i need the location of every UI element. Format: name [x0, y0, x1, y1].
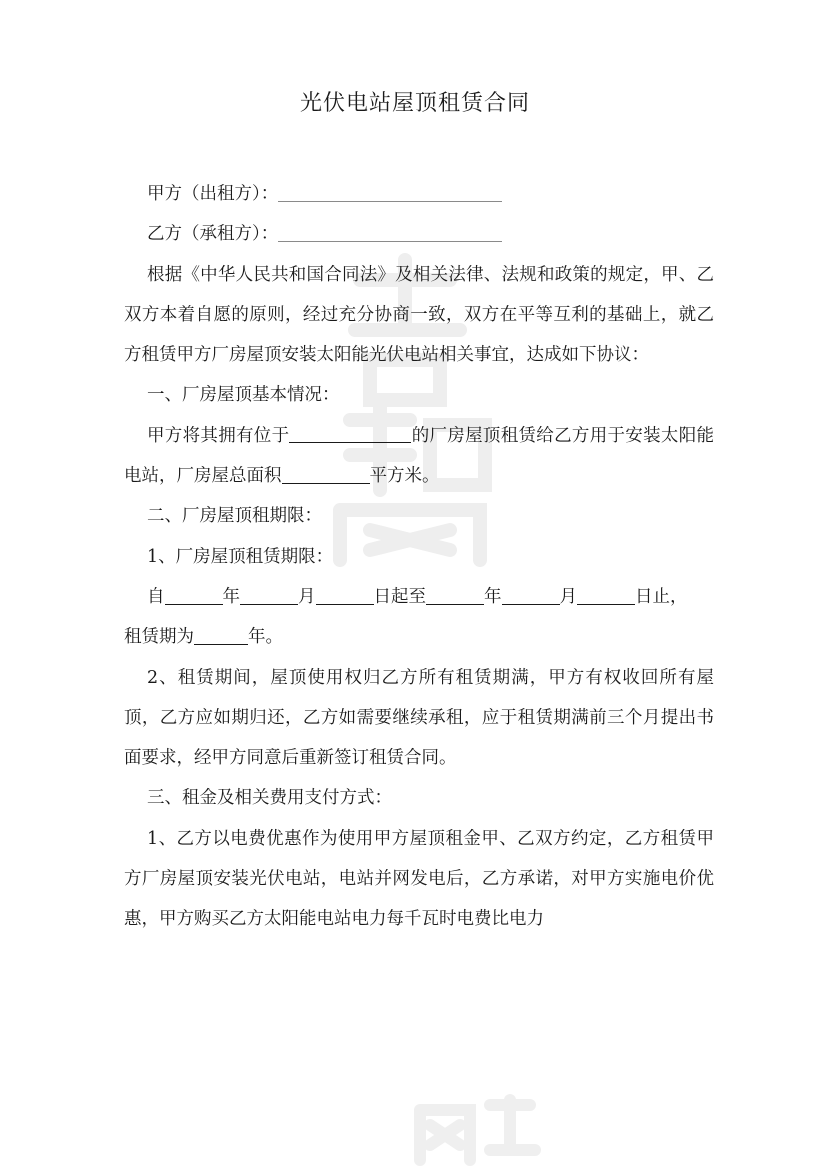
section3-item1: 1、乙方以电费优惠作为使用甲方屋顶租金甲、乙双方约定，乙方租赁甲方厂房屋顶安装光伏电站，电站并网发电后，乙方承诺，对甲方实施电价优惠，甲方购买乙方太阳能电站电力每千瓦时电费比电力	[124, 828, 714, 930]
location-blank	[289, 424, 411, 443]
section1-heading: 一、厂房屋顶基本情况：	[147, 385, 340, 406]
party-a-line	[124, 174, 714, 214]
term-period-label: 租赁期为	[124, 627, 194, 648]
term-year-label: 年	[222, 586, 240, 607]
start-day-blank	[316, 585, 374, 604]
party-a-blank	[278, 182, 502, 201]
section1-text-c: 平方米。	[369, 466, 440, 487]
section1-text-a: 甲方将其拥有位于	[147, 425, 290, 446]
term-day-to-label: 日止，	[635, 586, 688, 607]
area-blank	[282, 464, 370, 483]
party-b-blank	[278, 223, 502, 242]
term-day-from-label: 日起至	[373, 586, 426, 607]
start-month-blank	[240, 585, 298, 604]
term-years-blank	[194, 626, 248, 645]
term-dates-line	[124, 577, 714, 617]
term-period-line	[124, 617, 714, 657]
start-year-blank	[165, 585, 223, 604]
section1-text-b: 的厂房屋顶租赁给乙方用于安装太阳能电站，厂房屋总面积	[124, 425, 715, 487]
section2-item2: 2、租赁期间，屋顶使用权归乙方所有租赁期满，甲方有权收回所有屋顶，乙方应如期归还，乙方如需要继续承租，应于租赁期满前三个月提出书面要求，经甲方同意后重新签订租赁合同。	[124, 667, 714, 769]
term-from-label: 自	[147, 586, 165, 607]
section3-heading: 三、租金及相关费用支付方式：	[147, 788, 392, 809]
section2-heading: 二、厂房屋顶租期限：	[147, 506, 322, 527]
term-month-label-2: 月	[559, 586, 577, 607]
term-year-label-2: 年	[484, 586, 502, 607]
term-month-label: 月	[298, 586, 316, 607]
end-year-blank	[426, 585, 484, 604]
section2-item1: 1、厂房屋顶租赁期限：	[147, 546, 334, 567]
contract-body	[124, 174, 714, 940]
intro-paragraph: 根据《中华人民共和国合同法》及相关法律、法规和政策的规定，甲、乙双方本着自愿的原则，经过充分协商一致，双方在平等互利的基础上，就乙方租赁甲方厂房屋顶安装太阳能光伏电站相关事宜，达成如下协议：	[124, 264, 714, 366]
end-month-blank	[502, 585, 560, 604]
end-day-blank	[577, 585, 635, 604]
page-title: 光伏电站屋顶租赁合同	[299, 91, 530, 116]
party-a-label: 甲方（出租方）：	[147, 184, 279, 204]
term-period-suffix: 年。	[248, 627, 283, 648]
party-b-label: 乙方（承租方）：	[147, 224, 279, 245]
section1-paragraph	[124, 416, 714, 497]
party-b-line	[124, 214, 714, 254]
watermark-graphic-bottom	[400, 1090, 550, 1170]
